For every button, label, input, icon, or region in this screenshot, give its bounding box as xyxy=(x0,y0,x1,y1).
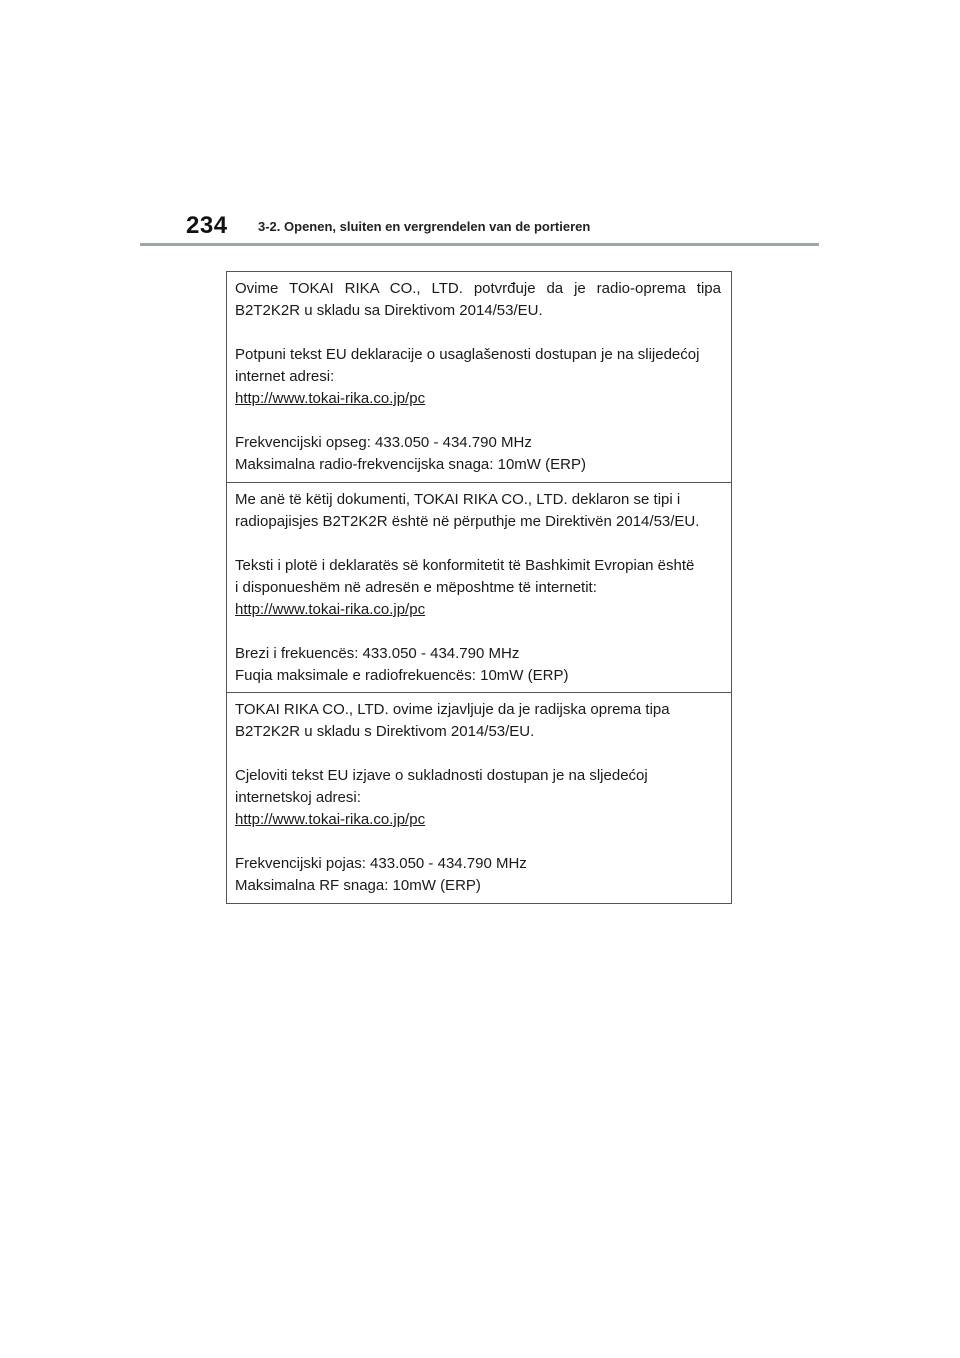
intro-line-2: B2T2K2R u skladu sa Direktivom 2014/53/EU. xyxy=(235,302,543,319)
declaration-url-link[interactable]: http://www.tokai-rika.co.jp/pc xyxy=(235,601,426,618)
page-number: 234 xyxy=(186,212,228,239)
declaration-url-link[interactable]: http://www.tokai-rika.co.jp/pc xyxy=(235,811,426,828)
intro-line-1: Me anë të këtij dokumenti, TOKAI RIKA CO., LTD. deklaron se tipi i xyxy=(235,491,681,508)
declaration-table xyxy=(226,271,732,904)
intro-line-1: TOKAI RIKA CO., LTD. ovime izjavljuje da je radijska oprema tipa xyxy=(235,701,670,718)
declaration-montenegrin xyxy=(227,272,731,482)
frequency-range: Brezi i frekuencës: 433.050 - 434.790 MHz xyxy=(235,645,520,662)
fulltext-line-1: Cjeloviti tekst EU izjave o sukladnosti dostupan je na sljedećoj xyxy=(235,767,648,784)
intro-line-2: radiopajisjes B2T2K2R është në përputhje me Direktivën 2014/53/EU. xyxy=(235,513,700,530)
fulltext-line-1: Teksti i plotë i deklaratës së konformitetit të Bashkimit Evropian është xyxy=(235,557,695,574)
max-power: Maksimalna radio-frekvencijska snaga: 10mW (ERP) xyxy=(235,456,586,473)
declaration-url-link[interactable]: http://www.tokai-rika.co.jp/pc xyxy=(235,390,426,407)
declaration-albanian xyxy=(227,482,731,692)
fulltext-line-2: internet adresi: xyxy=(235,368,335,385)
fulltext-line-1: Potpuni tekst EU deklaracije o usaglašenosti dostupan je na slijedećoj xyxy=(235,346,700,363)
declaration-croatian xyxy=(227,692,731,903)
fulltext-line-2: internetskoj adresi: xyxy=(235,789,361,806)
header-rule xyxy=(140,243,819,246)
frequency-range: Frekvencijski opseg: 433.050 - 434.790 MHz xyxy=(235,434,532,451)
frequency-range: Frekvencijski pojas: 433.050 - 434.790 MHz xyxy=(235,855,527,872)
section-title: 3-2. Openen, sluiten en vergrendelen van de portieren xyxy=(258,219,591,234)
max-power: Fuqia maksimale e radiofrekuencës: 10mW (ERP) xyxy=(235,667,569,684)
max-power: Maksimalna RF snaga: 10mW (ERP) xyxy=(235,877,481,894)
intro-line-2: B2T2K2R u skladu s Direktivom 2014/53/EU. xyxy=(235,723,535,740)
intro-line-1: Ovime TOKAI RIKA CO., LTD. potvrđuje da je radio-oprema tipa xyxy=(235,280,721,297)
fulltext-line-2: i disponueshëm në adresën e mëposhtme të internetit: xyxy=(235,579,597,596)
